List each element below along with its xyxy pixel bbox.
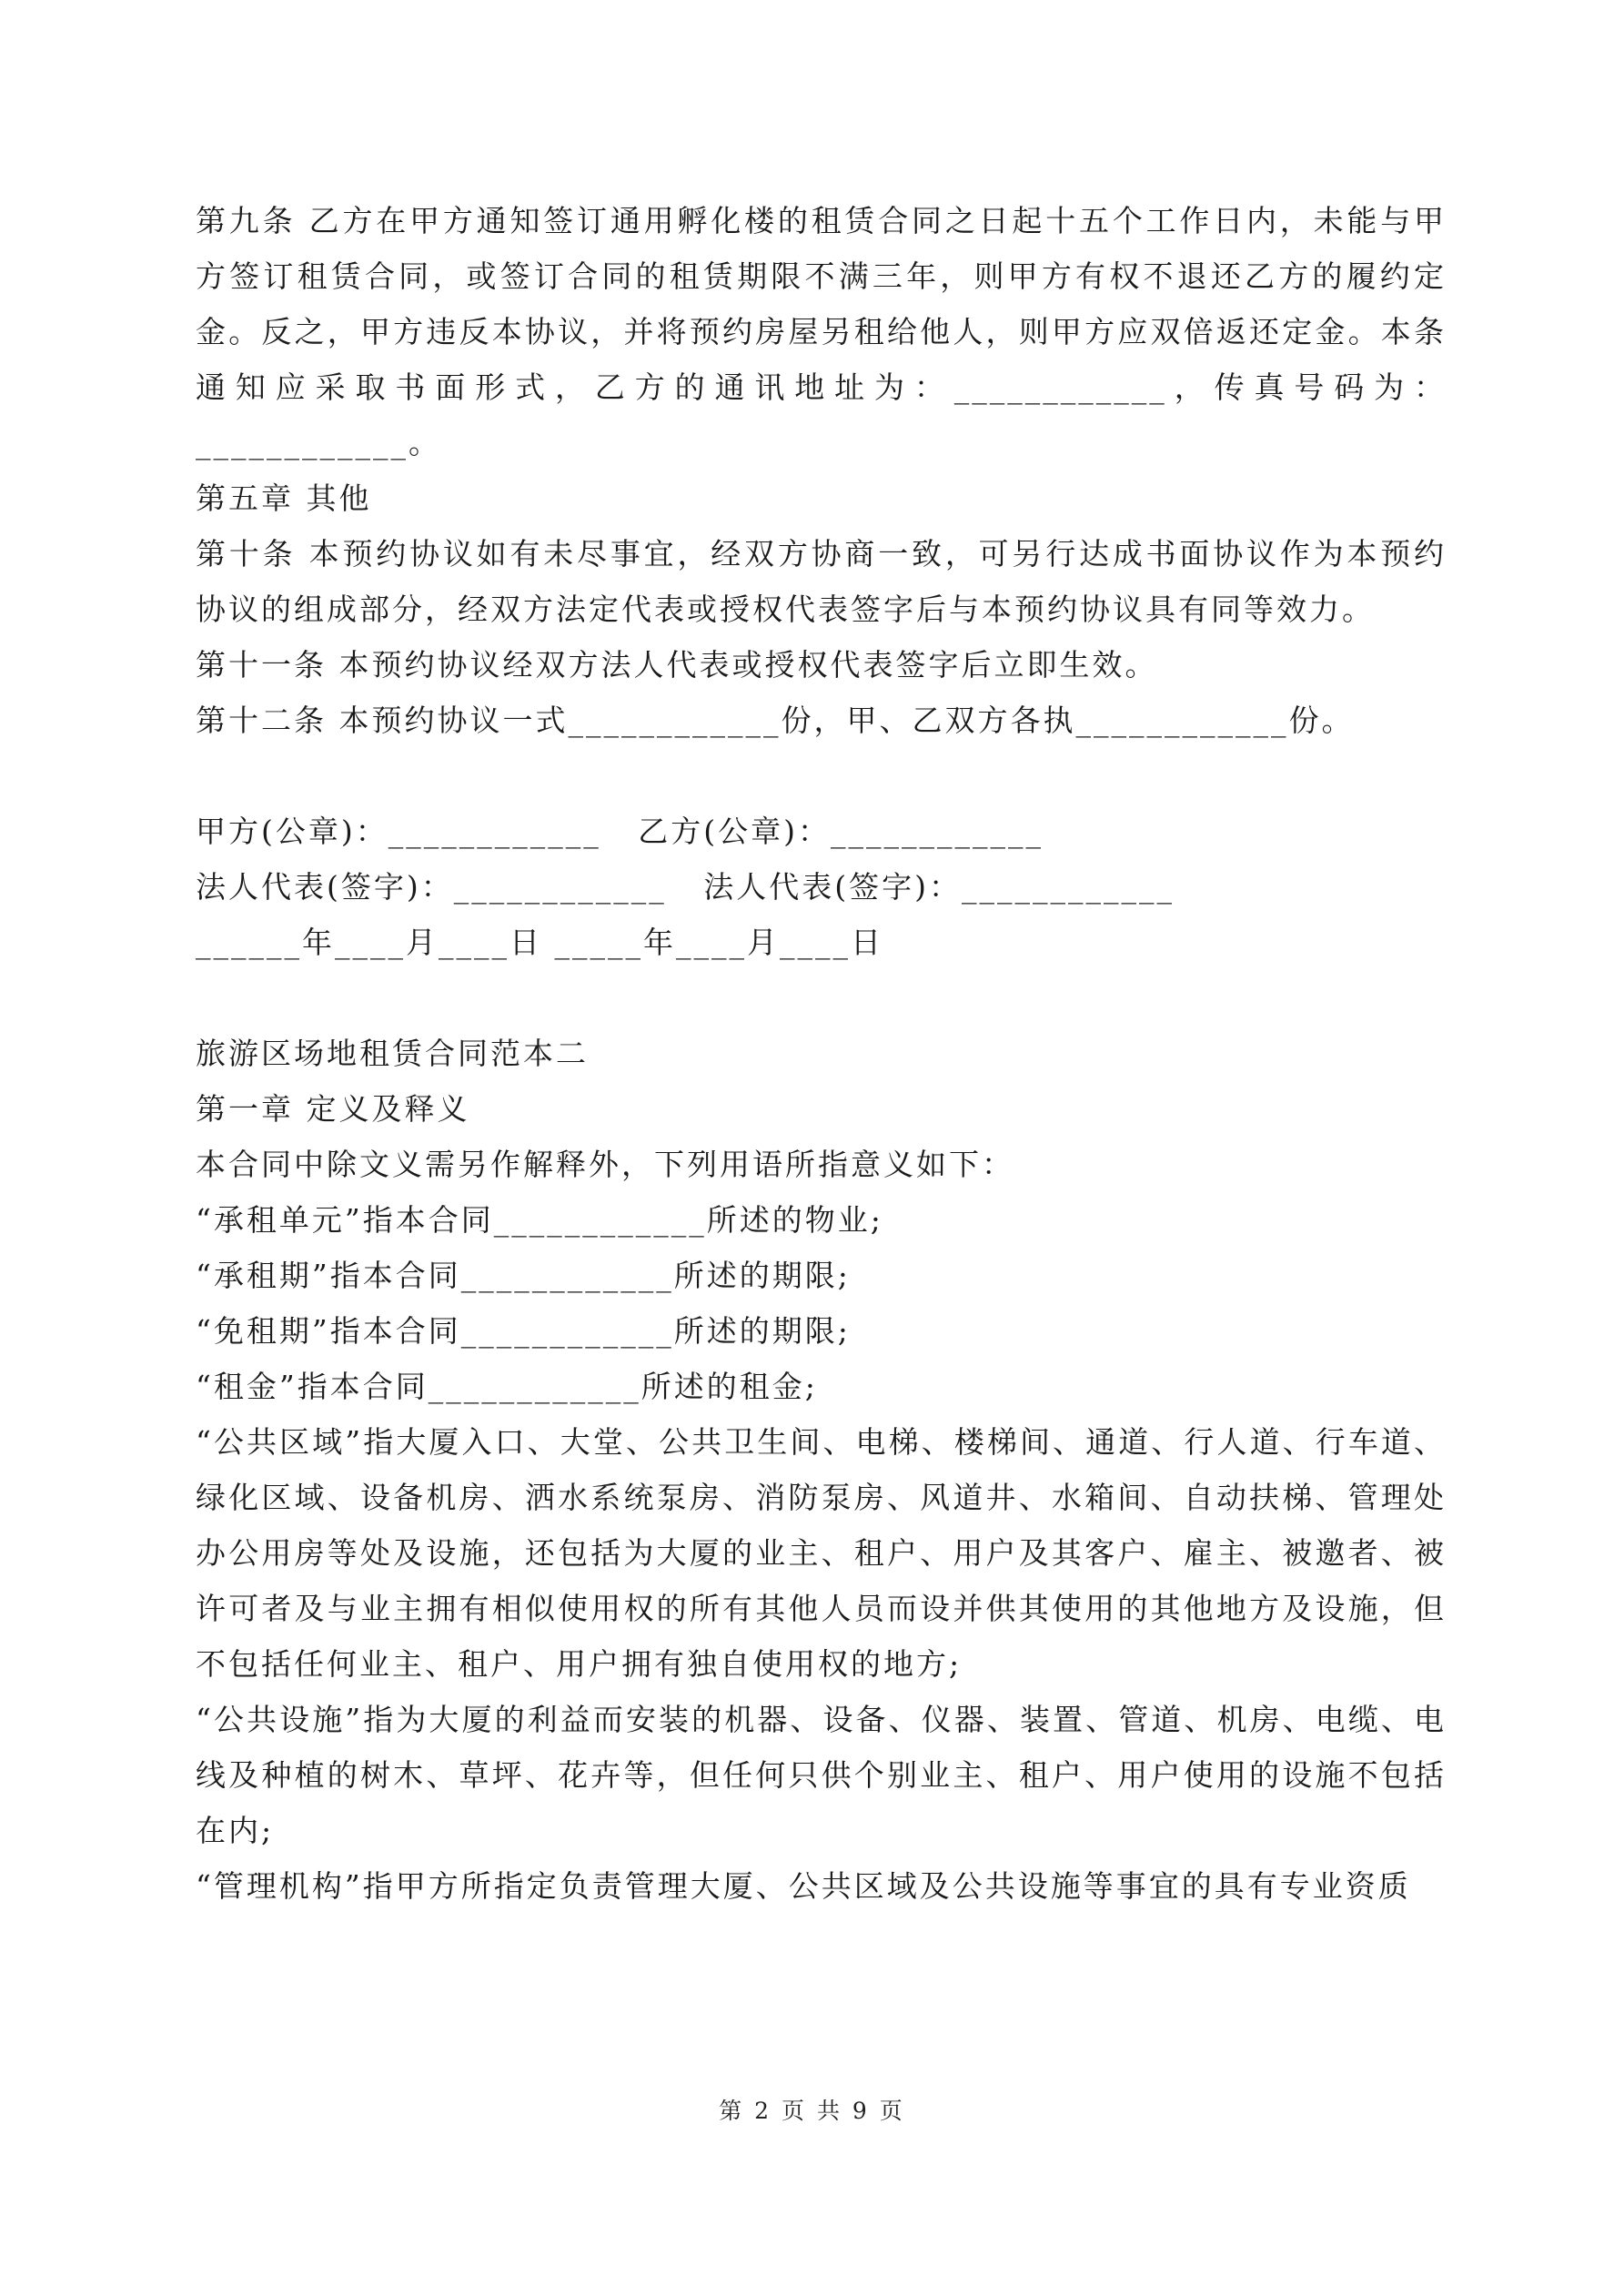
signature-representative-line: 法人代表(签字)：____________ 法人代表(签字)：____________: [196, 869, 1175, 905]
chapter-1-heading: 第一章 定义及释义: [196, 1091, 470, 1127]
definition-lease-term: “承租期”指本合同____________所述的期限;: [196, 1258, 851, 1293]
document-body: [196, 193, 1447, 1914]
definition-rent: “租金”指本合同____________所述的租金;: [196, 1369, 818, 1404]
definition-leased-unit: “承租单元”指本合同____________所述的物业;: [196, 1202, 883, 1238]
chapter-5-heading: 第五章 其他: [196, 480, 372, 516]
sample-2-title: 旅游区场地租赁合同范本二: [196, 1036, 589, 1071]
definition-public-facilities: “公共设施”指为大厦的利益而安装的机器、设备、仪器、装置、管道、机房、电缆、电线及种植的树木、草坪、花卉等，但任何只供个别业主、租户、用户使用的设施不包括在内;: [196, 1702, 1447, 1848]
definitions-intro: 本合同中除文义需另作解释外，下列用语所指意义如下：: [196, 1147, 1014, 1182]
spacer: [196, 970, 1447, 1026]
page-footer: 第 2 页 共 9 页: [719, 2098, 905, 2124]
article-9: 第九条 乙方在甲方通知签订通用孵化楼的租赁合同之日起十五个工作日内，未能与甲方签订租赁合同，或签订合同的租赁期限不满三年，则甲方有权不退还乙方的履约定金。反之，甲方违反本协议，并将预约房屋另租给他人，则甲方应双倍返还定金。本条通知应采取书面形式，乙方的通讯地址为：____________，传真号码为：____________。: [196, 203, 1447, 460]
article-11: 第十一条 本预约协议经双方法人代表或授权代表签字后立即生效。: [196, 647, 1158, 683]
signature-seal-line: 甲方(公章)：____________ 乙方(公章)：____________: [196, 814, 1044, 849]
definition-rent-free-period: “免租期”指本合同____________所述的期限;: [196, 1313, 851, 1349]
article-12: 第十二条 本预约协议一式____________份，甲、乙双方各执____________份。: [196, 703, 1355, 738]
definition-management-body: “管理机构”指甲方所指定负责管理大厦、公共区域及公共设施等事宜的具有专业资质: [196, 1868, 1411, 1904]
definition-public-area: “公共区域”指大厦入口、大堂、公共卫生间、电梯、楼梯间、通道、行人道、行车道、绿化区域、设备机房、洒水系统泵房、消防泵房、风道井、水箱间、自动扶梯、管理处办公用房等处及设施，还包括为大厦的业主、租户、用户及其客户、雇主、被邀者、被许可者及与业主拥有相似使用权的所有其他人员而设并供其使用的其他地方及设施，但不包括任何业主、租户、用户拥有独自使用权的地方;: [196, 1424, 1447, 1682]
spacer: [196, 748, 1447, 804]
article-10: 第十条 本预约协议如有未尽事宜，经双方协商一致，可另行达成书面协议作为本预约协议的组成部分，经双方法定代表或授权代表签字后与本预约协议具有同等效力。: [196, 536, 1447, 627]
signature-date-line: ______年____月____日 _____年____月____日: [196, 925, 883, 960]
